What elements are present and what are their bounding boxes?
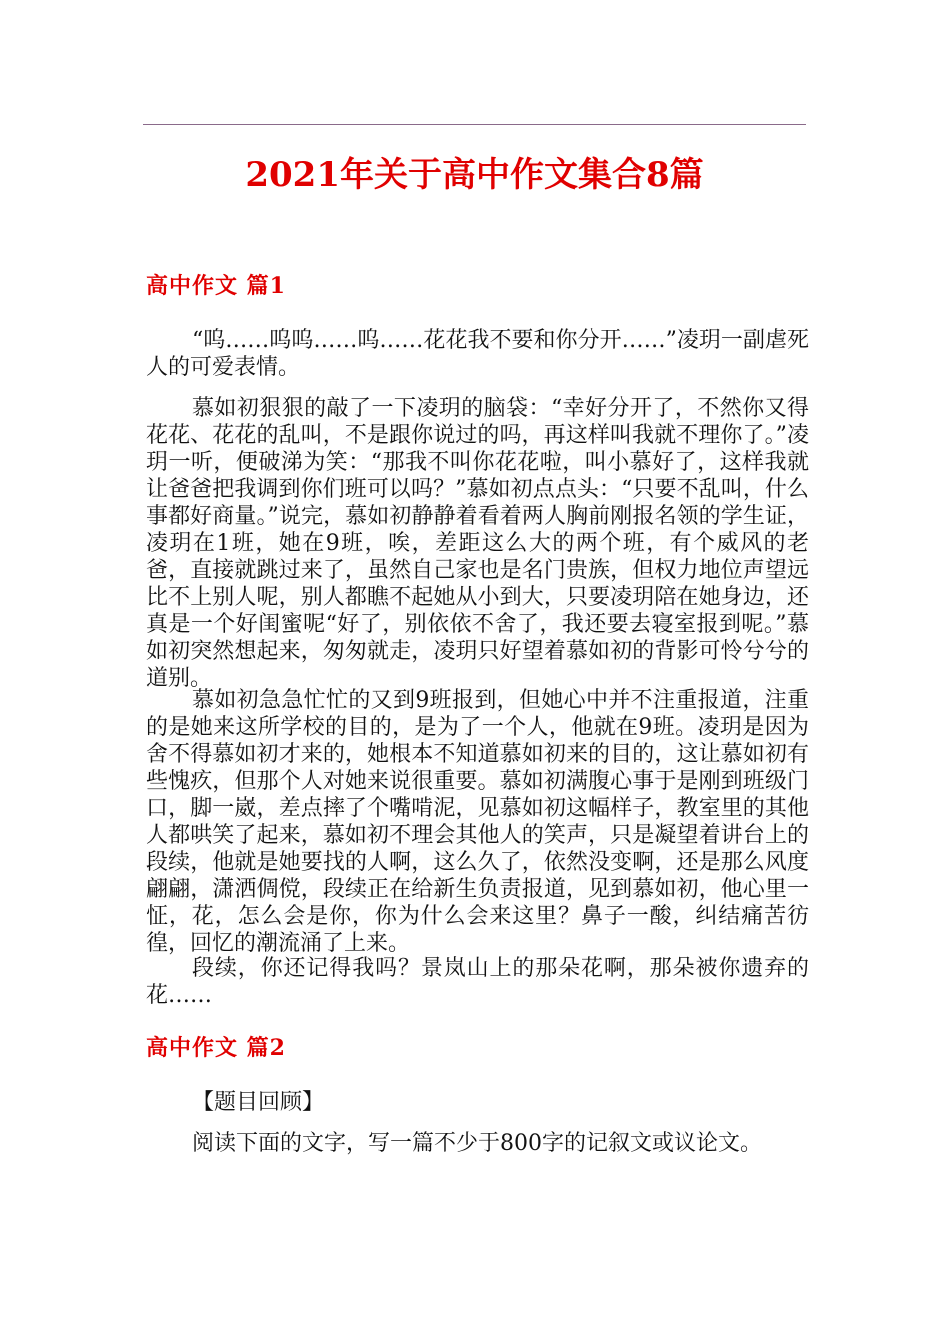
paragraph: 段续，你还记得我吗？景岚山上的那朵花啊，那朵被你遗弃的花…… <box>146 956 809 1008</box>
paragraph: 慕如初狠狠的敲了一下凌玥的脑袋：“幸好分开了，不然你又得花花、花花的乱叫，不是跟你说过的吗，再这样叫我就不理你了。”凌玥一听，便破涕为笑：“那我不叫你花花啦，叫小慕好了，这样我就让爸爸把我调到你们班可以吗？”慕如初点点头：“只要不乱叫，什么事都好商量。”说完，慕如初静静着看着两人胸前刚报名领的学生证，凌玥在1班，她在9班，唉，差距这么大的两个班，有个威风的老爸，直接就跳过来了，虽然自己家也是名门贵族，但权力地位声望远比不上别人呢，别人都瞧不起她从小到大，只要凌玥陪在她身边，还真是一个好闺蜜呢“好了，别依依不舍了，我还要去寝室报到呢。”慕如初突然想起来，匆匆就走，凌玥只好望着慕如初的背影可怜兮兮的道别。 <box>146 396 809 691</box>
paragraph: 【题目回顾】 <box>192 1090 325 1115</box>
paragraph: “呜……呜呜……呜……花花我不要和你分开……”凌玥一副虐死人的可爱表情。 <box>146 328 809 380</box>
header-rule <box>143 124 806 125</box>
paragraph: 阅读下面的文字，写一篇不少于800字的记叙文或议论文。 <box>192 1131 762 1156</box>
section-heading-1: 高中作文 篇1 <box>146 273 286 299</box>
document-title: 2021年关于高中作文集合8篇 <box>245 155 704 195</box>
section-heading-2: 高中作文 篇2 <box>146 1035 286 1061</box>
paragraph: 慕如初急急忙忙的又到9班报到，但她心中并不注重报道，注重的是她来这所学校的目的，是为了一个人，他就在9班。凌玥是因为舍不得慕如初才来的，她根本不知道慕如初来的目的，这让慕如初有些愧疚，但那个人对她来说很重要。慕如初满腹心事于是刚到班级门口，脚一崴，差点摔了个嘴啃泥，见慕如初这幅样子，教室里的其他人都哄笑了起来，慕如初不理会其他人的笑声，只是凝望着讲台上的段续，他就是她要找的人啊，这么久了，依然没变啊，还是那么风度翩翩，潇洒倜傥，段续正在给新生负责报道，见到慕如初，他心里一怔，花，怎么会是你，你为什么会来这里？鼻子一酸，纠结痛苦彷徨，回忆的潮流涌了上来。 <box>146 688 809 956</box>
